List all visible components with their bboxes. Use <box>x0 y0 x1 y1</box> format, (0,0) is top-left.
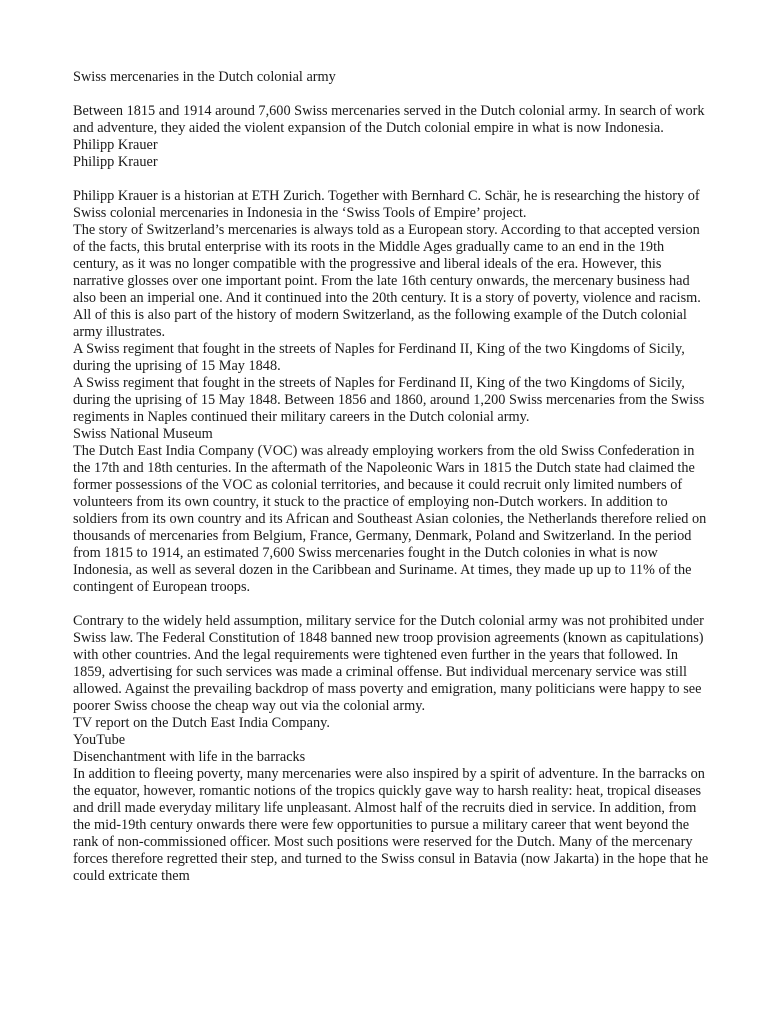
document-page <box>73 69 713 885</box>
intro-paragraph: Between 1815 and 1914 around 7,600 Swiss mercenaries served in the Dutch colonial army. In search of work and adventure, they aided the violent expansion of the Dutch colonial empire in what is now Indonesia. <box>73 103 705 136</box>
voc-paragraph: The Dutch East India Company (VOC) was already employing workers from the old Swiss Confederation in the 17th and 18th centuries. In the aftermath of the Napoleonic Wars in 1815 the Dutch state had claimed the former possessions of the VOC as colonial territories, and because it could recruit only limited numbers of volunteers from its own country, it stuck to the practice of employing non-Dutch workers. In addition to soldiers from its own country and its African and Southeast Asian colonies, the Netherlands therefore relied on thousands of mercenaries from Belgium, France, Germany, Denmark, Poland and Switzerland. In the period from 1815 to 1914, an estimated 7,600 Swiss mercenaries fought in the Dutch colonies in what is now Indonesia, as well as several dozen in the Caribbean and Suriname. At times, they made up up to 11% of the contingent of European troops. <box>73 443 707 595</box>
section-heading: Disenchantment with life in the barracks <box>73 749 306 765</box>
blank-line <box>73 86 713 103</box>
video-caption: TV report on the Dutch East India Company. <box>73 715 330 731</box>
image-caption-long: A Swiss regiment that fought in the streets of Naples for Ferdinand II, King of the two Kingdoms of Sicily, during the uprising of 15 May 1848. Between 1856 and 1860, around 1,200 Swiss mercenaries from the Swiss regiments in Naples continued their military careers in the Dutch colonial army. <box>73 375 705 425</box>
blank-line <box>73 171 713 188</box>
video-source: YouTube <box>73 732 126 748</box>
image-caption-short: A Swiss regiment that fought in the streets of Naples for Ferdinand II, King of the two Kingdoms of Sicily, during the uprising of 15 May 1848. <box>73 341 685 374</box>
blank-line <box>73 596 713 613</box>
barracks-paragraph: In addition to fleeing poverty, many mercenaries were also inspired by a spirit of adventure. In the barracks on the equator, however, romantic notions of the tropics quickly gave way to harsh reality: heat, tropical diseases and drill made everyday military life unpleasant. Almost half of the recruits died in service. In addition, from the mid-19th century onwards there were few opportunities to pursue a military career that went beyond the rank of non-commissioned officer. Most such positions were reserved for the Dutch. Many of the mercenary forces therefore regretted their step, and turned to the Swiss consul in Batavia (now Jakarta) in the hope that he could extricate them <box>73 766 709 884</box>
author-name: Philipp Krauer <box>73 137 158 153</box>
law-paragraph: Contrary to the widely held assumption, military service for the Dutch colonial army was not prohibited under Swiss law. The Federal Constitution of 1848 banned new troop provision agreements (known as capitulations) with other countries. And the legal requirements were tightened even further in the years that followed. In 1859, advertising for such services was made a criminal offense. But individual mercenary service was still allowed. Against the prevailing backdrop of mass poverty and emigration, many politicians were happy to see poorer Swiss choose the cheap way out via the colonial army. <box>73 613 704 714</box>
author-bio: Philipp Krauer is a historian at ETH Zurich. Together with Bernhard C. Schär, he is researching the history of Swiss colonial mercenaries in Indonesia in the ‘Swiss Tools of Empire’ project. <box>73 188 700 221</box>
image-credit: Swiss National Museum <box>73 426 213 442</box>
story-paragraph: The story of Switzerland’s mercenaries is always told as a European story. According to that accepted version of the facts, this brutal enterprise with its roots in the Middle Ages gradually came to an end in the 19th century, as it was no longer compatible with the progressive and liberal ideals of the era. However, this narrative glosses over one important point. From the late 16th century onwards, the mercenary business had also been an imperial one. And it continued into the 20th century. It is a story of poverty, violence and racism. All of this is also part of the history of modern Switzerland, as the following example of the Dutch colonial army illustrates. <box>73 222 701 340</box>
author-name-repeat: Philipp Krauer <box>73 154 158 170</box>
document-title: Swiss mercenaries in the Dutch colonial army <box>73 69 336 85</box>
